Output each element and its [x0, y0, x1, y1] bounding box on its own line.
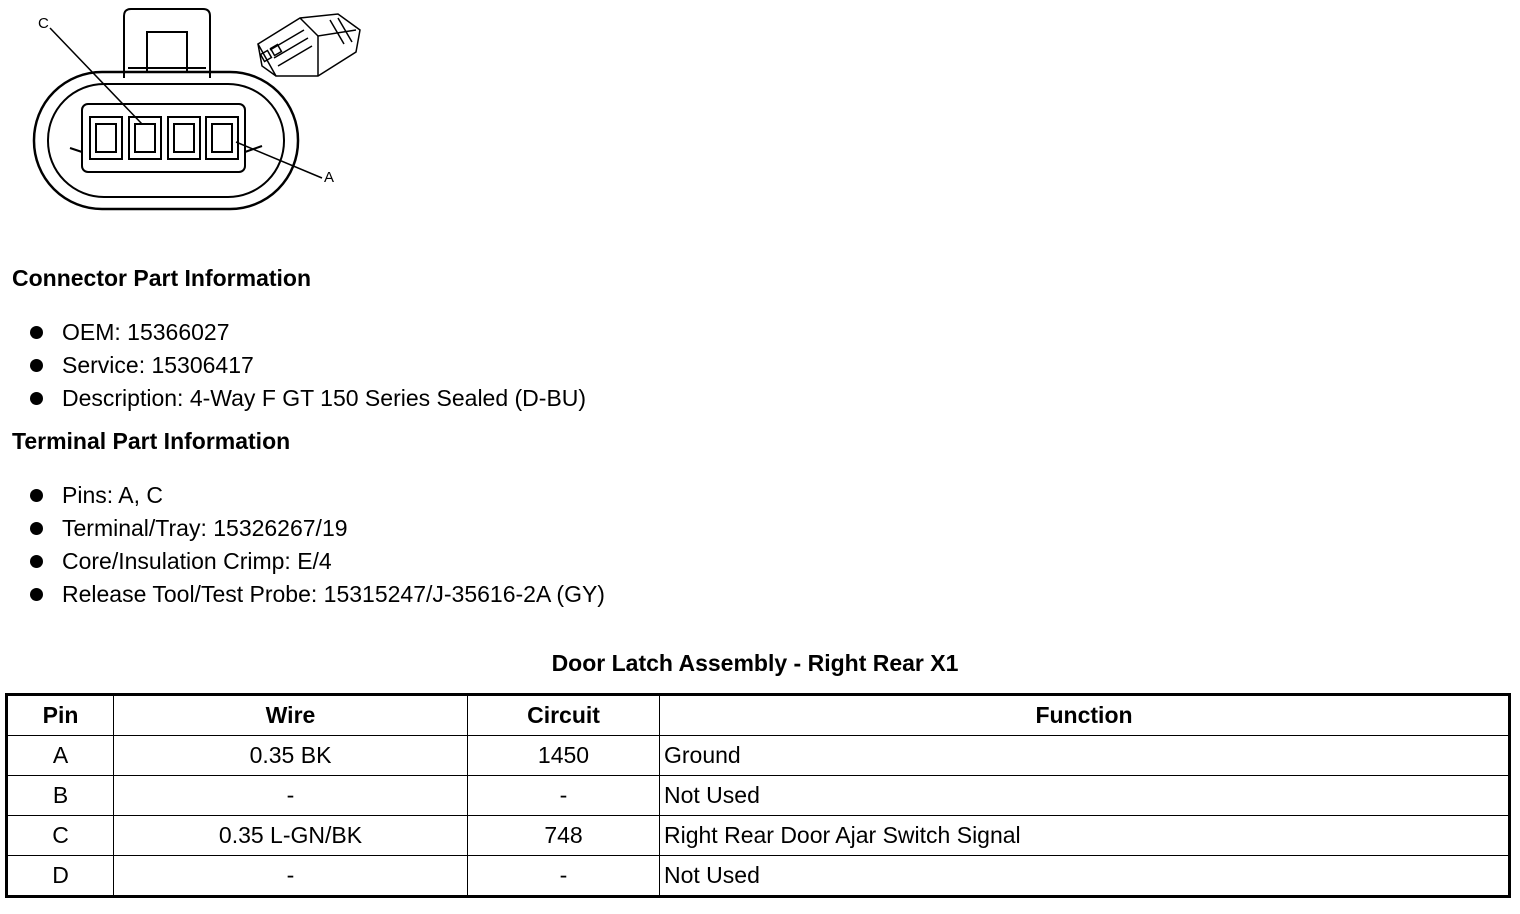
list-item	[0, 512, 605, 545]
list-item	[0, 578, 605, 611]
column-header-circuit: Circuit	[468, 695, 660, 736]
cell-pin: B	[7, 776, 114, 816]
connector-part-heading: Connector Part Information	[12, 265, 312, 291]
list-item-text: Terminal/Tray: 15326267/19	[62, 515, 348, 541]
terminal-part-heading: Terminal Part Information	[12, 428, 291, 454]
list-item-text: OEM: 15366027	[62, 319, 230, 345]
cell-circuit: 1450	[468, 736, 660, 776]
bullet-icon	[30, 326, 43, 339]
table-row	[7, 816, 1510, 856]
cell-function: Right Rear Door Ajar Switch Signal	[660, 816, 1510, 856]
cell-function: Not Used	[660, 776, 1510, 816]
bullet-icon	[30, 392, 43, 405]
column-header-function: Function	[660, 695, 1510, 736]
list-item-text: Core/Insulation Crimp: E/4	[62, 548, 332, 574]
cell-pin: C	[7, 816, 114, 856]
connector-part-list	[0, 316, 586, 415]
cell-wire: -	[114, 856, 468, 897]
bullet-icon	[30, 588, 43, 601]
pinout-table	[5, 693, 1511, 898]
list-item-text: Pins: A, C	[62, 482, 163, 508]
cell-wire: 0.35 BK	[114, 736, 468, 776]
list-item	[0, 316, 586, 349]
list-item-text: Release Tool/Test Probe: 15315247/J-35616-2A (GY)	[62, 581, 605, 607]
cell-pin: A	[7, 736, 114, 776]
callout-c-label: C	[38, 15, 49, 32]
bullet-icon	[30, 522, 43, 535]
table-row	[7, 776, 1510, 816]
connector-diagram	[0, 0, 380, 220]
cell-pin: D	[7, 856, 114, 897]
cell-wire: -	[114, 776, 468, 816]
cell-function: Not Used	[660, 856, 1510, 897]
terminal-part-list	[0, 479, 605, 611]
bullet-icon	[30, 489, 43, 502]
bullet-icon	[30, 359, 43, 372]
table-row	[7, 856, 1510, 897]
callout-a-label: A	[324, 169, 335, 186]
cell-wire: 0.35 L-GN/BK	[114, 816, 468, 856]
list-item-text: Description: 4-Way F GT 150 Series Sealed (D-BU)	[62, 385, 587, 411]
column-header-pin: Pin	[7, 695, 114, 736]
cell-function: Ground	[660, 736, 1510, 776]
table-title: Door Latch Assembly - Right Rear X1	[551, 650, 959, 676]
table-row	[7, 736, 1510, 776]
connector-illustration	[0, 0, 380, 220]
column-header-wire: Wire	[114, 695, 468, 736]
table-header-row	[7, 695, 1510, 736]
cell-circuit: -	[468, 856, 660, 897]
list-item	[0, 545, 605, 578]
cell-circuit: 748	[468, 816, 660, 856]
bullet-icon	[30, 555, 43, 568]
cell-circuit: -	[468, 776, 660, 816]
list-item-text: Service: 15306417	[62, 352, 254, 378]
list-item	[0, 479, 605, 512]
list-item	[0, 382, 586, 415]
list-item	[0, 349, 586, 382]
